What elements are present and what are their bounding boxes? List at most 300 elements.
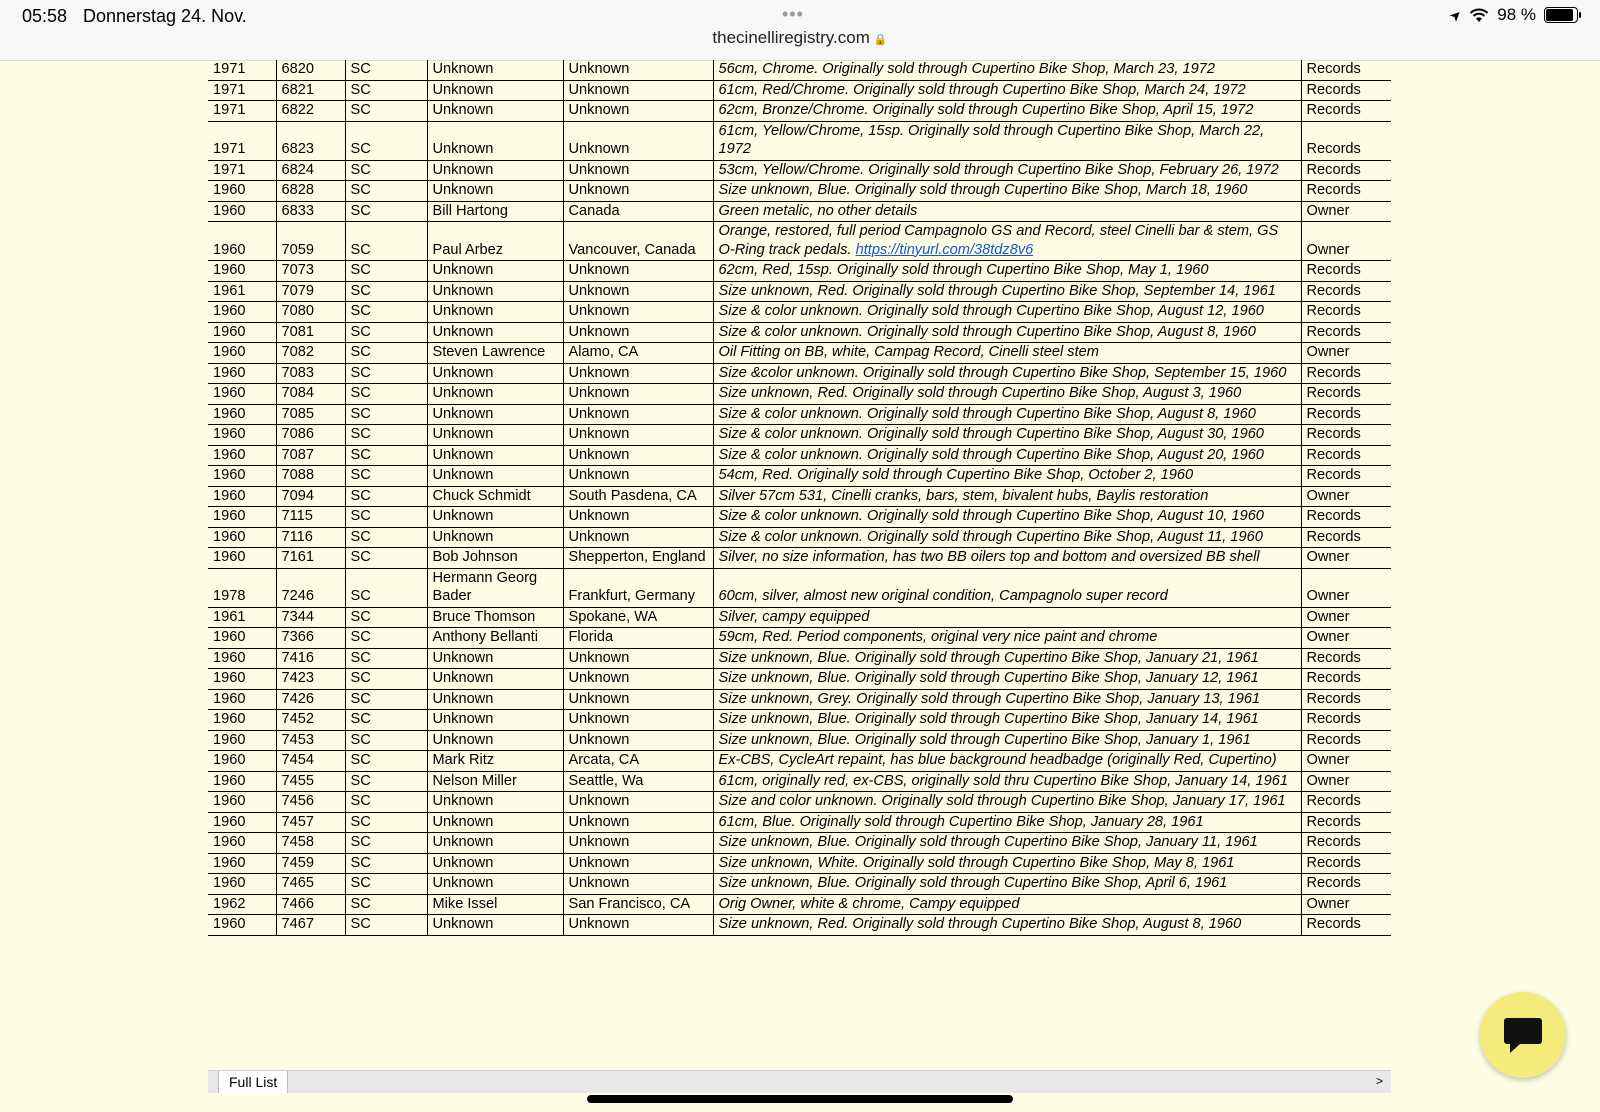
cell-model[interactable]: SC — [345, 648, 427, 669]
cell-source[interactable]: Records — [1301, 730, 1391, 751]
cell-location[interactable]: Unknown — [563, 445, 713, 466]
cell-description[interactable]: Size & color unknown. Originally sold through Cupertino Bike Shop, August 8, 1960 — [713, 404, 1301, 425]
cell-description[interactable]: 54cm, Red. Originally sold through Cupertino Bike Shop, October 2, 1960 — [713, 466, 1301, 487]
cell-owner[interactable]: Unknown — [427, 466, 563, 487]
cell-year[interactable]: 1961 — [208, 607, 276, 628]
cell-description[interactable]: Size unknown, Blue. Originally sold through Cupertino Bike Shop, January 21, 1961 — [713, 648, 1301, 669]
cell-location[interactable]: Unknown — [563, 689, 713, 710]
cell-serial[interactable]: 7366 — [276, 628, 345, 649]
cell-owner[interactable]: Unknown — [427, 833, 563, 854]
registry-table-sheet[interactable] — [208, 60, 1391, 1070]
cell-model[interactable]: SC — [345, 833, 427, 854]
cell-description[interactable]: Oil Fitting on BB, white, Campag Record, Cinelli steel stem — [713, 343, 1301, 364]
cell-year[interactable]: 1960 — [208, 384, 276, 405]
cell-source[interactable]: Owner — [1301, 628, 1391, 649]
cell-source[interactable]: Records — [1301, 689, 1391, 710]
cell-owner[interactable]: Unknown — [427, 121, 563, 160]
cell-location[interactable]: Unknown — [563, 80, 713, 101]
cell-model[interactable]: SC — [345, 281, 427, 302]
cell-source[interactable]: Records — [1301, 669, 1391, 690]
cell-location[interactable]: Unknown — [563, 730, 713, 751]
cell-description[interactable]: Silver, campy equipped — [713, 607, 1301, 628]
cell-year[interactable]: 1960 — [208, 363, 276, 384]
cell-year[interactable]: 1960 — [208, 181, 276, 202]
cell-serial[interactable]: 7452 — [276, 710, 345, 731]
cell-source[interactable]: Records — [1301, 404, 1391, 425]
cell-location[interactable]: Unknown — [563, 60, 713, 80]
cell-location[interactable]: Shepperton, England — [563, 548, 713, 569]
cell-description[interactable]: Size & color unknown. Originally sold through Cupertino Bike Shop, August 20, 1960 — [713, 445, 1301, 466]
cell-location[interactable]: Unknown — [563, 101, 713, 122]
sheet-tab-bar — [208, 1070, 1391, 1093]
cell-source[interactable]: Owner — [1301, 894, 1391, 915]
cell-location[interactable]: Seattle, Wa — [563, 771, 713, 792]
cell-model[interactable]: SC — [345, 486, 427, 507]
cell-owner[interactable]: Unknown — [427, 80, 563, 101]
cell-owner[interactable]: Mike Issel — [427, 894, 563, 915]
cell-location[interactable]: Spokane, WA — [563, 607, 713, 628]
cell-model[interactable]: SC — [345, 425, 427, 446]
cell-location[interactable]: Unknown — [563, 363, 713, 384]
cell-location[interactable]: Alamo, CA — [563, 343, 713, 364]
cell-description[interactable]: 60cm, silver, almost new original condition, Campagnolo super record — [713, 568, 1301, 607]
cell-description[interactable]: Green metalic, no other details — [713, 201, 1301, 222]
cell-model[interactable]: SC — [345, 915, 427, 936]
cell-description[interactable]: Size &color unknown. Originally sold through Cupertino Bike Shop, September 15, 1960 — [713, 363, 1301, 384]
cell-model[interactable]: SC — [345, 181, 427, 202]
cell-serial[interactable]: 6823 — [276, 121, 345, 160]
cell-location[interactable]: Unknown — [563, 404, 713, 425]
cell-serial[interactable]: 6820 — [276, 60, 345, 80]
cell-location[interactable]: Unknown — [563, 507, 713, 528]
cell-location[interactable]: Unknown — [563, 181, 713, 202]
cell-source[interactable]: Records — [1301, 466, 1391, 487]
cell-location[interactable]: Unknown — [563, 425, 713, 446]
cell-source[interactable]: Records — [1301, 261, 1391, 282]
cell-year[interactable]: 1960 — [208, 548, 276, 569]
cell-model[interactable]: SC — [345, 322, 427, 343]
cell-description[interactable]: Silver 57cm 531, Cinelli cranks, bars, stem, bivalent hubs, Baylis restoration — [713, 486, 1301, 507]
cell-owner[interactable]: Unknown — [427, 669, 563, 690]
cell-location[interactable]: Unknown — [563, 669, 713, 690]
cell-owner[interactable]: Unknown — [427, 527, 563, 548]
cell-location[interactable]: Unknown — [563, 302, 713, 323]
cell-serial[interactable]: 7115 — [276, 507, 345, 528]
cell-year[interactable]: 1960 — [208, 730, 276, 751]
cell-location[interactable]: Unknown — [563, 261, 713, 282]
cell-model[interactable]: SC — [345, 568, 427, 607]
cell-source[interactable]: Records — [1301, 80, 1391, 101]
cell-owner[interactable]: Unknown — [427, 363, 563, 384]
cell-serial[interactable]: 6833 — [276, 201, 345, 222]
cell-year[interactable]: 1960 — [208, 201, 276, 222]
cell-description[interactable]: Size unknown, Red. Originally sold through Cupertino Bike Shop, September 14, 1961 — [713, 281, 1301, 302]
cell-description[interactable]: 61cm, Red/Chrome. Originally sold through Cupertino Bike Shop, March 24, 1972 — [713, 80, 1301, 101]
cell-serial[interactable]: 7161 — [276, 548, 345, 569]
cell-location[interactable]: Unknown — [563, 812, 713, 833]
cell-source[interactable]: Records — [1301, 363, 1391, 384]
cell-location[interactable]: Unknown — [563, 833, 713, 854]
cell-year[interactable]: 1960 — [208, 710, 276, 731]
cell-owner[interactable]: Bruce Thomson — [427, 607, 563, 628]
cell-model[interactable]: SC — [345, 201, 427, 222]
cell-serial[interactable]: 7453 — [276, 730, 345, 751]
cell-source[interactable]: Records — [1301, 527, 1391, 548]
cell-model[interactable]: SC — [345, 689, 427, 710]
cell-model[interactable]: SC — [345, 160, 427, 181]
cell-location[interactable]: Unknown — [563, 527, 713, 548]
cell-serial[interactable]: 6824 — [276, 160, 345, 181]
cell-owner[interactable]: Unknown — [427, 181, 563, 202]
cell-source[interactable]: Records — [1301, 281, 1391, 302]
cell-owner[interactable]: Unknown — [427, 384, 563, 405]
cell-description[interactable]: Orig Owner, white & chrome, Campy equipped — [713, 894, 1301, 915]
cell-source[interactable]: Records — [1301, 101, 1391, 122]
cell-description[interactable]: 53cm, Yellow/Chrome. Originally sold through Cupertino Bike Shop, February 26, 1972 — [713, 160, 1301, 181]
cell-model[interactable]: SC — [345, 548, 427, 569]
cell-serial[interactable]: 7466 — [276, 894, 345, 915]
cell-description[interactable]: 61cm, Blue. Originally sold through Cupertino Bike Shop, January 28, 1961 — [713, 812, 1301, 833]
table-row — [208, 322, 1391, 343]
cell-description[interactable]: 61cm, originally red, ex-CBS, originally sold thru Cupertino Bike Shop, January 14, 1961 — [713, 771, 1301, 792]
table-row — [208, 363, 1391, 384]
scroll-right-arrow[interactable]: > — [1375, 1074, 1383, 1088]
table-row — [208, 853, 1391, 874]
chat-button[interactable] — [1480, 992, 1566, 1078]
cell-model[interactable]: SC — [345, 343, 427, 364]
cell-year[interactable]: 1971 — [208, 160, 276, 181]
cell-owner[interactable]: Unknown — [427, 60, 563, 80]
cell-model[interactable]: SC — [345, 751, 427, 772]
cell-location[interactable]: Unknown — [563, 322, 713, 343]
cell-year[interactable]: 1960 — [208, 853, 276, 874]
cell-year[interactable]: 1960 — [208, 689, 276, 710]
cell-source[interactable]: Records — [1301, 648, 1391, 669]
cell-source[interactable]: Records — [1301, 792, 1391, 813]
cell-model[interactable]: SC — [345, 404, 427, 425]
cell-source[interactable]: Owner — [1301, 607, 1391, 628]
cell-description[interactable]: Size unknown, Blue. Originally sold through Cupertino Bike Shop, January 1, 1961 — [713, 730, 1301, 751]
cell-owner[interactable]: Unknown — [427, 812, 563, 833]
cell-description[interactable]: Size and color unknown. Originally sold through Cupertino Bike Shop, January 17, 1961 — [713, 792, 1301, 813]
cell-serial[interactable]: 7094 — [276, 486, 345, 507]
cell-location[interactable]: San Francisco, CA — [563, 894, 713, 915]
cell-year[interactable]: 1960 — [208, 874, 276, 895]
cell-source[interactable]: Records — [1301, 425, 1391, 446]
cell-model[interactable]: SC — [345, 607, 427, 628]
cell-owner[interactable]: Unknown — [427, 730, 563, 751]
cell-model[interactable]: SC — [345, 60, 427, 80]
cell-source[interactable]: Owner — [1301, 343, 1391, 364]
cell-owner[interactable]: Unknown — [427, 425, 563, 446]
cell-serial[interactable]: 6821 — [276, 80, 345, 101]
cell-serial[interactable]: 7465 — [276, 874, 345, 895]
description-link[interactable]: https://tinyurl.com/38tdz8v6 — [855, 241, 1034, 258]
cell-description[interactable]: Size & color unknown. Originally sold through Cupertino Bike Shop, August 8, 1960 — [713, 322, 1301, 343]
cell-description[interactable]: Size unknown, Blue. Originally sold through Cupertino Bike Shop, April 6, 1961 — [713, 874, 1301, 895]
cell-year[interactable]: 1978 — [208, 568, 276, 607]
cell-serial[interactable]: 7456 — [276, 792, 345, 813]
cell-serial[interactable]: 7246 — [276, 568, 345, 607]
cell-description[interactable]: Size & color unknown. Originally sold through Cupertino Bike Shop, August 30, 1960 — [713, 425, 1301, 446]
cell-model[interactable]: SC — [345, 222, 427, 261]
cell-model[interactable]: SC — [345, 527, 427, 548]
cell-owner[interactable]: Unknown — [427, 648, 563, 669]
cell-model[interactable]: SC — [345, 261, 427, 282]
cell-location[interactable]: Unknown — [563, 792, 713, 813]
cell-model[interactable]: SC — [345, 771, 427, 792]
battery-percent: 98 % — [1497, 5, 1536, 24]
cell-source[interactable]: Records — [1301, 874, 1391, 895]
cell-location[interactable]: Unknown — [563, 648, 713, 669]
cell-owner[interactable]: Unknown — [427, 853, 563, 874]
cell-model[interactable]: SC — [345, 628, 427, 649]
cell-source[interactable]: Records — [1301, 445, 1391, 466]
cell-description[interactable]: Size unknown, Grey. Originally sold through Cupertino Bike Shop, January 13, 1961 — [713, 689, 1301, 710]
cell-owner[interactable]: Mark Ritz — [427, 751, 563, 772]
multitasking-dots[interactable]: ••• — [782, 4, 804, 24]
cell-model[interactable]: SC — [345, 101, 427, 122]
cell-owner[interactable]: Nelson Miller — [427, 771, 563, 792]
cell-source[interactable]: Records — [1301, 833, 1391, 854]
cell-model[interactable]: SC — [345, 507, 427, 528]
cell-location[interactable]: Unknown — [563, 384, 713, 405]
cell-description[interactable]: Size & color unknown. Originally sold through Cupertino Bike Shop, August 11, 1960 — [713, 527, 1301, 548]
cell-year[interactable]: 1960 — [208, 425, 276, 446]
cell-location[interactable]: Canada — [563, 201, 713, 222]
cell-year[interactable]: 1960 — [208, 648, 276, 669]
cell-owner[interactable]: Unknown — [427, 792, 563, 813]
cell-location[interactable]: Frankfurt, Germany — [563, 568, 713, 607]
cell-location[interactable]: Unknown — [563, 853, 713, 874]
cell-owner[interactable]: Unknown — [427, 915, 563, 936]
cell-year[interactable]: 1960 — [208, 466, 276, 487]
cell-source[interactable]: Records — [1301, 121, 1391, 160]
cell-location[interactable]: Florida — [563, 628, 713, 649]
cell-location[interactable]: Arcata, CA — [563, 751, 713, 772]
cell-serial[interactable]: 6822 — [276, 101, 345, 122]
cell-model[interactable]: SC — [345, 121, 427, 160]
cell-year[interactable]: 1971 — [208, 121, 276, 160]
cell-source[interactable]: Owner — [1301, 771, 1391, 792]
cell-year[interactable]: 1960 — [208, 302, 276, 323]
cell-location[interactable]: South Pasdena, CA — [563, 486, 713, 507]
cell-serial[interactable]: 7423 — [276, 669, 345, 690]
cell-owner[interactable]: Hermann Georg Bader — [427, 568, 563, 607]
cell-model[interactable]: SC — [345, 669, 427, 690]
cell-owner[interactable]: Anthony Bellanti — [427, 628, 563, 649]
cell-serial[interactable]: 7080 — [276, 302, 345, 323]
cell-serial[interactable]: 7073 — [276, 261, 345, 282]
cell-owner[interactable]: Unknown — [427, 322, 563, 343]
cell-year[interactable]: 1960 — [208, 915, 276, 936]
cell-serial[interactable]: 6828 — [276, 181, 345, 202]
cell-source[interactable]: Records — [1301, 915, 1391, 936]
cell-owner[interactable]: Steven Lawrence — [427, 343, 563, 364]
table-row — [208, 343, 1391, 364]
cell-source[interactable]: Records — [1301, 160, 1391, 181]
cell-location[interactable]: Unknown — [563, 466, 713, 487]
cell-year[interactable]: 1960 — [208, 404, 276, 425]
cell-owner[interactable]: Unknown — [427, 101, 563, 122]
cell-serial[interactable]: 7459 — [276, 853, 345, 874]
cell-location[interactable]: Unknown — [563, 160, 713, 181]
cell-location[interactable]: Unknown — [563, 874, 713, 895]
cell-serial[interactable]: 7344 — [276, 607, 345, 628]
address-bar[interactable] — [0, 28, 1600, 48]
cell-year[interactable]: 1960 — [208, 527, 276, 548]
cell-owner[interactable]: Unknown — [427, 874, 563, 895]
cell-description[interactable]: 59cm, Red. Period components, original very nice paint and chrome — [713, 628, 1301, 649]
cell-serial[interactable]: 7059 — [276, 222, 345, 261]
table-row — [208, 302, 1391, 323]
cell-model[interactable]: SC — [345, 445, 427, 466]
cell-location[interactable]: Unknown — [563, 121, 713, 160]
cell-model[interactable]: SC — [345, 894, 427, 915]
cell-year[interactable]: 1960 — [208, 486, 276, 507]
cell-source[interactable]: Records — [1301, 812, 1391, 833]
cell-description[interactable]: Size unknown, Blue. Originally sold through Cupertino Bike Shop, January 11, 1961 — [713, 833, 1301, 854]
cell-description[interactable]: Size unknown, Red. Originally sold through Cupertino Bike Shop, August 8, 1960 — [713, 915, 1301, 936]
cell-model[interactable]: SC — [345, 80, 427, 101]
cell-serial[interactable]: 7116 — [276, 527, 345, 548]
cell-description[interactable]: 62cm, Bronze/Chrome. Originally sold through Cupertino Bike Shop, April 15, 1972 — [713, 101, 1301, 122]
cell-year[interactable]: 1960 — [208, 507, 276, 528]
cell-serial[interactable]: 7416 — [276, 648, 345, 669]
cell-year[interactable]: 1961 — [208, 281, 276, 302]
cell-year[interactable]: 1960 — [208, 261, 276, 282]
cell-model[interactable]: SC — [345, 812, 427, 833]
cell-source[interactable]: Records — [1301, 322, 1391, 343]
cell-description[interactable]: Silver, no size information, has two BB oilers top and bottom and oversized BB shell — [713, 548, 1301, 569]
cell-year[interactable]: 1971 — [208, 80, 276, 101]
cell-location[interactable]: Unknown — [563, 915, 713, 936]
cell-source[interactable]: Records — [1301, 853, 1391, 874]
cell-year[interactable]: 1971 — [208, 60, 276, 80]
cell-year[interactable]: 1960 — [208, 322, 276, 343]
cell-serial[interactable]: 7467 — [276, 915, 345, 936]
cell-model[interactable]: SC — [345, 853, 427, 874]
cell-owner[interactable]: Unknown — [427, 302, 563, 323]
cell-serial[interactable]: 7457 — [276, 812, 345, 833]
cell-year[interactable]: 1960 — [208, 771, 276, 792]
cell-model[interactable]: SC — [345, 302, 427, 323]
cell-model[interactable]: SC — [345, 384, 427, 405]
home-indicator[interactable] — [587, 1095, 1013, 1103]
cell-year[interactable]: 1960 — [208, 628, 276, 649]
cell-serial[interactable]: 7083 — [276, 363, 345, 384]
sheet-tab-full-list[interactable]: Full List — [218, 1071, 288, 1093]
cell-serial[interactable]: 7084 — [276, 384, 345, 405]
cell-year[interactable]: 1960 — [208, 812, 276, 833]
cell-serial[interactable]: 7087 — [276, 445, 345, 466]
cell-source[interactable]: Records — [1301, 302, 1391, 323]
cell-model[interactable]: SC — [345, 710, 427, 731]
cell-description[interactable]: Orange, restored, full period Campagnolo GS and Record, steel Cinelli bar & stem, GS O-Ring track pedals. https://tinyurl.com/38tdz8v6 — [713, 222, 1301, 261]
cell-serial[interactable]: 7081 — [276, 322, 345, 343]
cell-source[interactable]: Owner — [1301, 548, 1391, 569]
cell-source[interactable]: Records — [1301, 710, 1391, 731]
cell-source[interactable]: Records — [1301, 181, 1391, 202]
cell-owner[interactable]: Paul Arbez — [427, 222, 563, 261]
cell-year[interactable]: 1960 — [208, 222, 276, 261]
cell-source[interactable]: Records — [1301, 384, 1391, 405]
cell-owner[interactable]: Unknown — [427, 281, 563, 302]
cell-description[interactable]: Ex-CBS, CycleArt repaint, has blue background headbadge (originally Red, Cupertino) — [713, 751, 1301, 772]
cell-model[interactable]: SC — [345, 874, 427, 895]
cell-description[interactable]: Size unknown, Blue. Originally sold through Cupertino Bike Shop, March 18, 1960 — [713, 181, 1301, 202]
table-row — [208, 689, 1391, 710]
cell-serial[interactable]: 7458 — [276, 833, 345, 854]
cell-owner[interactable]: Unknown — [427, 261, 563, 282]
cell-serial[interactable]: 7085 — [276, 404, 345, 425]
cell-source[interactable]: Owner — [1301, 222, 1391, 261]
cell-owner[interactable]: Unknown — [427, 445, 563, 466]
cell-location[interactable]: Vancouver, Canada — [563, 222, 713, 261]
cell-model[interactable]: SC — [345, 363, 427, 384]
cell-owner[interactable]: Unknown — [427, 689, 563, 710]
cell-year[interactable]: 1960 — [208, 343, 276, 364]
cell-serial[interactable]: 7088 — [276, 466, 345, 487]
cell-year[interactable]: 1962 — [208, 894, 276, 915]
cell-owner[interactable]: Unknown — [427, 710, 563, 731]
cell-owner[interactable]: Unknown — [427, 160, 563, 181]
cell-source[interactable]: Records — [1301, 60, 1391, 80]
cell-owner[interactable]: Bob Johnson — [427, 548, 563, 569]
cell-serial[interactable]: 7082 — [276, 343, 345, 364]
cell-model[interactable]: SC — [345, 792, 427, 813]
cell-owner[interactable]: Unknown — [427, 507, 563, 528]
cell-source[interactable]: Owner — [1301, 201, 1391, 222]
cell-model[interactable]: SC — [345, 466, 427, 487]
cell-serial[interactable]: 7454 — [276, 751, 345, 772]
cell-description[interactable]: Size unknown, Blue. Originally sold through Cupertino Bike Shop, January 12, 1961 — [713, 669, 1301, 690]
cell-source[interactable]: Records — [1301, 507, 1391, 528]
cell-serial[interactable]: 7426 — [276, 689, 345, 710]
cell-description[interactable]: 56cm, Chrome. Originally sold through Cupertino Bike Shop, March 23, 1972 — [713, 60, 1301, 80]
cell-year[interactable]: 1960 — [208, 792, 276, 813]
url-text[interactable]: thecinelliregistry.com — [712, 28, 870, 47]
cell-source[interactable]: Owner — [1301, 568, 1391, 607]
cell-location[interactable]: Unknown — [563, 281, 713, 302]
cell-serial[interactable]: 7079 — [276, 281, 345, 302]
cell-year[interactable]: 1971 — [208, 101, 276, 122]
table-row — [208, 160, 1391, 181]
cell-year[interactable]: 1960 — [208, 669, 276, 690]
cell-year[interactable]: 1960 — [208, 445, 276, 466]
cell-serial[interactable]: 7455 — [276, 771, 345, 792]
cell-description[interactable]: Size unknown, Red. Originally sold through Cupertino Bike Shop, August 3, 1960 — [713, 384, 1301, 405]
cell-description[interactable]: 62cm, Red, 15sp. Originally sold through Cupertino Bike Shop, May 1, 1960 — [713, 261, 1301, 282]
cell-description[interactable]: 61cm, Yellow/Chrome, 15sp. Originally sold through Cupertino Bike Shop, March 22, 1972 — [713, 121, 1301, 160]
table-row — [208, 874, 1391, 895]
cell-model[interactable]: SC — [345, 730, 427, 751]
cell-description[interactable]: Size & color unknown. Originally sold through Cupertino Bike Shop, August 10, 1960 — [713, 507, 1301, 528]
cell-year[interactable]: 1960 — [208, 833, 276, 854]
cell-owner[interactable]: Chuck Schmidt — [427, 486, 563, 507]
cell-source[interactable]: Owner — [1301, 486, 1391, 507]
cell-serial[interactable]: 7086 — [276, 425, 345, 446]
cell-year[interactable]: 1960 — [208, 751, 276, 772]
cell-source[interactable]: Owner — [1301, 751, 1391, 772]
cell-location[interactable]: Unknown — [563, 710, 713, 731]
table-row — [208, 281, 1391, 302]
cell-description[interactable]: Size unknown, White. Originally sold through Cupertino Bike Shop, May 8, 1961 — [713, 853, 1301, 874]
cell-owner[interactable]: Bill Hartong — [427, 201, 563, 222]
cell-owner[interactable]: Unknown — [427, 404, 563, 425]
cell-description[interactable]: Size unknown, Blue. Originally sold through Cupertino Bike Shop, January 14, 1961 — [713, 710, 1301, 731]
cell-description[interactable]: Size & color unknown. Originally sold through Cupertino Bike Shop, August 12, 1960 — [713, 302, 1301, 323]
